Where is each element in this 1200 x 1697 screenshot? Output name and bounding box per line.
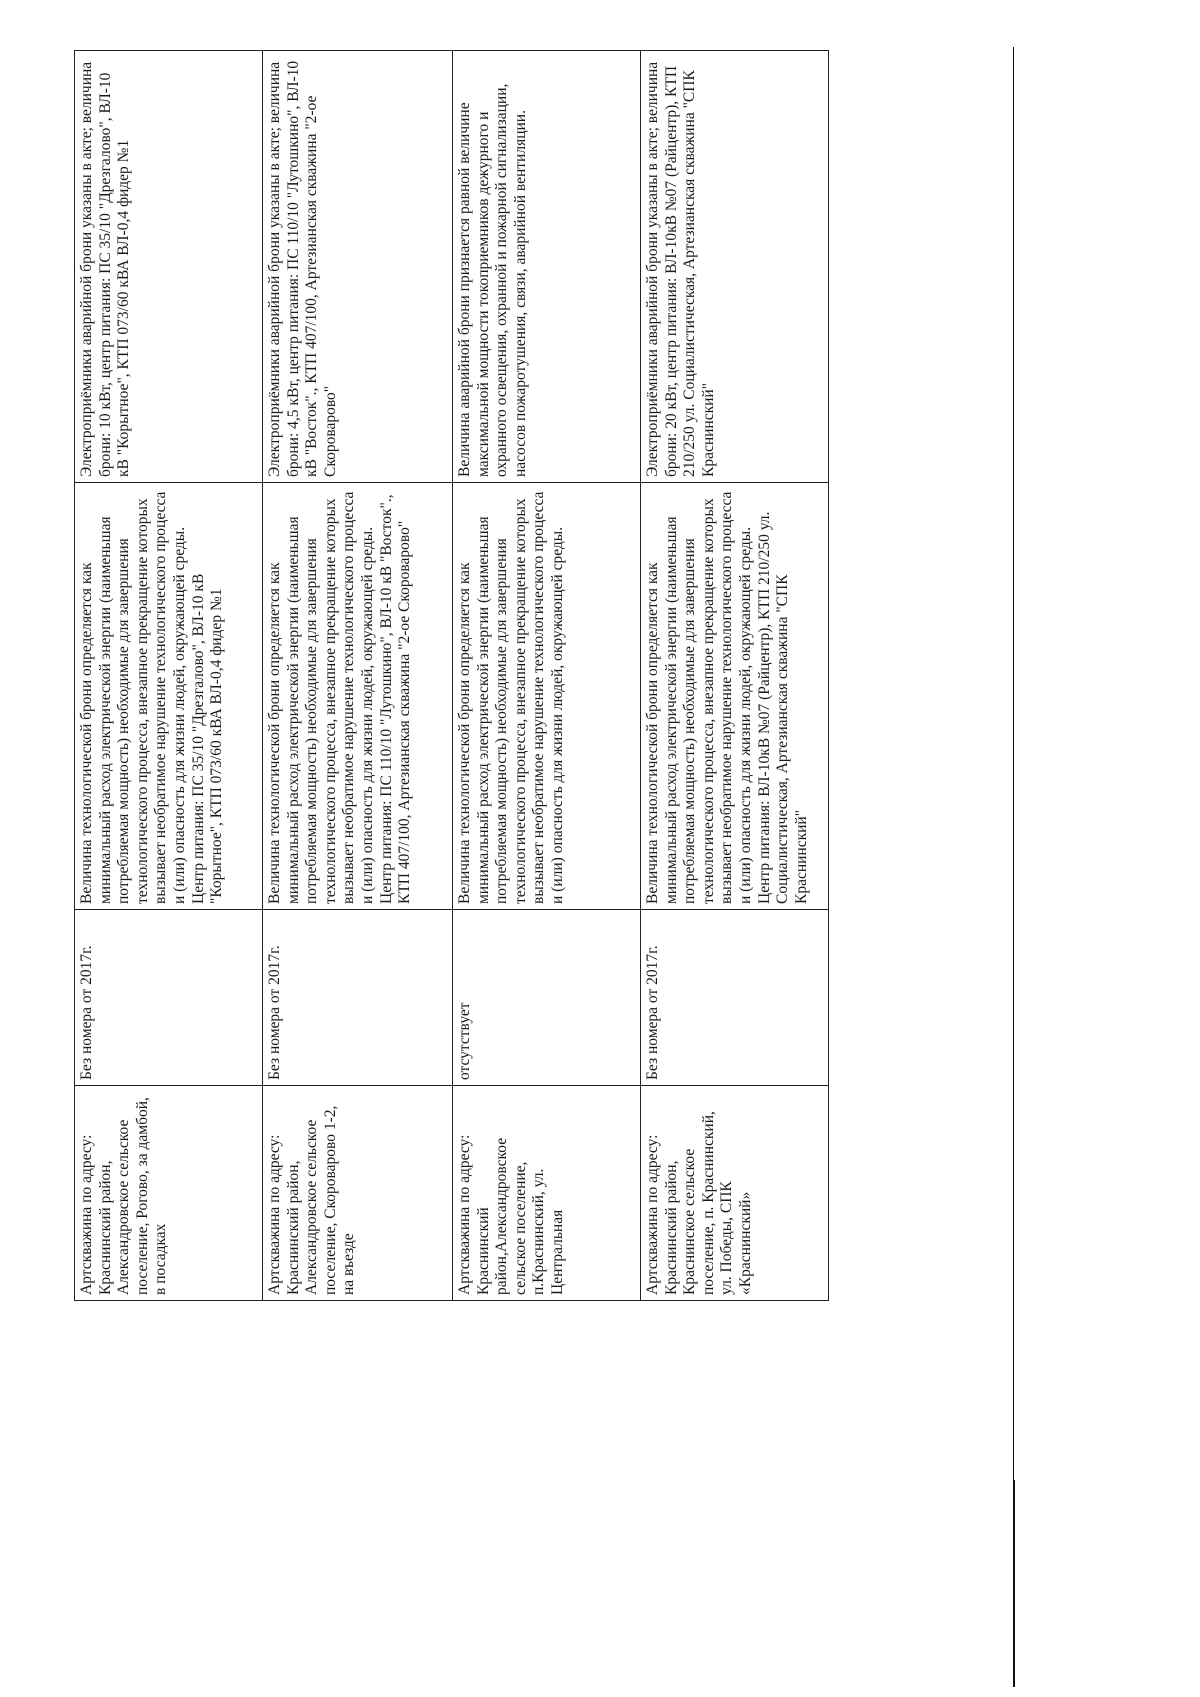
document-table	[74, 50, 829, 1301]
table-row	[453, 51, 641, 1301]
emergency-reserve-cell: Электроприёмники аварийной брони указаны в акте; величина брони: 4,5 кВт, центр питания: ПС 110/10 "Лутошкино", ВЛ-10 кВ "Восток"., КТП 407/100, Артезианская скважина "2-ое Скороварово"	[263, 51, 453, 483]
address-cell: Артскважина по адресу: Краснинский район, Краснинское сельское поселение, п. Краснинский, ул. Победы, СПК «Краснинский»	[641, 1086, 829, 1301]
emergency-reserve-cell: Электроприёмники аварийной брони указаны в акте; величина брони: 10 кВт, центр питания: ПС 35/10 "Дрезгалово", ВЛ-10 кВ "Корытное", КТП 073/60 кВА ВЛ-0,4 фидер №1	[75, 51, 263, 483]
table-row	[641, 51, 829, 1301]
address-cell: Артскважина по адресу: Краснинский район, Александровское сельское поселение, Рогово, за дамбой, в посадках	[75, 1086, 263, 1301]
act-cell: отсутствует	[453, 910, 641, 1086]
signature-line	[1014, 1480, 1015, 1687]
tech-reserve-cell: Величина технологической брони определяется как минимальный расход электрической энергии (наименьшая потребляемая мощность) необходимые для завершения технологического процесса, внезапное прекращение которых вызывает необратимое нарушение технологического процесса и (или) опасность для жизни людей, окружающей среды. Центр питания: ВЛ-10кВ №07 (Райцентр), КТП 210/250 ул. Социалистическая, Артезианская скважина "СПК Краснинский"	[641, 483, 829, 910]
table-row	[75, 51, 263, 1301]
emergency-reserve-cell: Величина аварийной брони признается равной величине максимальной мощности токоприемников дежурного и охранного освещения, охранной и пожарной сигнализации, насосов пожаротушения, связи, аварийной вентиляции.	[453, 51, 641, 483]
table-row	[263, 51, 453, 1301]
emergency-reserve-cell: Электроприёмники аварийной брони указаны в акте; величина брони: 20 кВт, центр питания: ВЛ-10кВ №07 (Райцентр), КТП 210/250 ул. Социалистическая, Артезианская скважина "СПК Краснинский"	[641, 51, 829, 483]
address-cell: Артскважина по адресу: Краснинский район, Александровское сельское поселение, Скороварово 1-2, на въезде	[263, 1086, 453, 1301]
act-cell: Без номера от 2017г.	[75, 910, 263, 1086]
act-cell: Без номера от 2017г.	[263, 910, 453, 1086]
address-cell: Артскважина по адресу: Краснинский район,Александровское сельское поселение, п.Краснинский, ул. Центральная	[453, 1086, 641, 1301]
act-cell: Без номера от 2017г.	[641, 910, 829, 1086]
tech-reserve-cell: Величина технологической брони определяется как минимальный расход электрической энергии (наименьшая потребляемая мощность) необходимые для завершения технологического процесса, внезапное прекращение которых вызывает необратимое нарушение технологического процесса и (или) опасность для жизни людей, окружающей среды. Центр питания: ПС 110/10 "Лутошкино", ВЛ-10 кВ "Восток"., КТП 407/100, Артезианская скважина "2-ое Скороварово"	[263, 483, 453, 910]
tech-reserve-cell: Величина технологической брони определяется как минимальный расход электрической энергии (наименьшая потребляемая мощность) необходимые для завершения технологического процесса, внезапное прекращение которых вызывает необратимое нарушение технологического процесса и (или) опасность для жизни людей, окружающей среды.	[453, 483, 641, 910]
tech-reserve-cell: Величина технологической брони определяется как минимальный расход электрической энергии (наименьшая потребляемая мощность) необходимые для завершения технологического процесса, внезапное прекращение которых вызывает необратимое нарушение технологического процесса и (или) опасность для жизни людей, окружающей среды. Центр питания: ПС 35/10 "Дрезгалово", ВЛ-10 кВ "Корытное", КТП 073/60 кВА ВЛ-0,4 фидер №1	[75, 483, 263, 910]
signature-line	[1013, 1651, 1014, 1687]
signature-line	[1013, 47, 1014, 1687]
